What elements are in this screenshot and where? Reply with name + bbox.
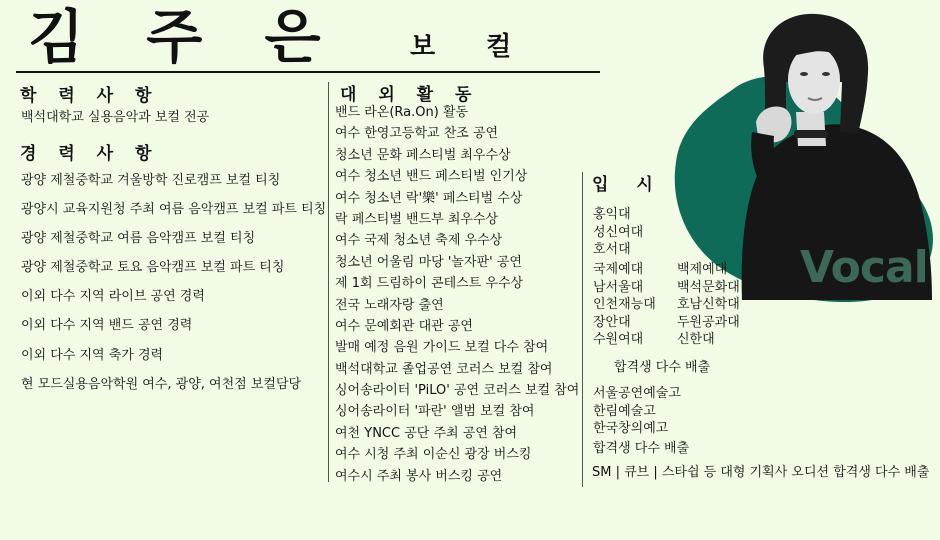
list-item: 발매 예정 음원 가이드 보컬 다수 참여 xyxy=(335,340,549,356)
list-item: 백석대학교 실용음악과 보컬 전공 xyxy=(21,110,210,125)
list-item: 이외 다수 지역 라이브 공연 경력 xyxy=(21,289,205,305)
list-item: 광양 제철중학교 여름 음악캠프 보컬 티칭 xyxy=(21,231,256,247)
list-item: 광양시 교육지원청 주최 여름 음악캠프 보컬 파트 티칭 xyxy=(21,202,327,218)
list-item: 성신여대 xyxy=(593,224,644,240)
activities-list xyxy=(335,104,579,489)
list-item: 여수 청소년 밴드 페스티벌 인기상 xyxy=(335,169,528,185)
list-item: 한국창의예고 xyxy=(593,421,669,437)
vocal-wordmark: Vocal xyxy=(800,242,928,293)
column-divider xyxy=(328,82,329,482)
list-item: 한림예술고 xyxy=(593,403,656,419)
list-item: 여수 한영고등학교 찬조 공연 xyxy=(335,126,499,142)
list-item: 광양 제철중학교 토요 음악캠프 보컬 파트 티칭 xyxy=(21,260,285,276)
activities-heading: 대 외 활 동 xyxy=(340,85,480,105)
list-item: 여수 문예회관 대관 공연 xyxy=(335,318,473,334)
list-item: 신한대 xyxy=(677,332,715,347)
education-heading: 학 력 사 항 xyxy=(20,86,160,106)
list-item: 이외 다수 지역 축가 경력 xyxy=(21,347,164,363)
university-grid xyxy=(593,261,757,349)
list-item: 여수시 주최 봉사 버스킹 공연 xyxy=(335,468,503,484)
header-divider xyxy=(16,71,600,73)
list-item: 이외 다수 지역 밴드 공연 경력 xyxy=(21,318,193,334)
list-item: 여수 청소년 락'樂' 페스티벌 수상 xyxy=(335,190,523,206)
list-item: 여수 시청 주최 이순신 광장 버스킹 xyxy=(335,447,532,463)
role-title: 보 컬 xyxy=(410,32,512,62)
list-item: 전국 노래자랑 출연 xyxy=(335,297,444,313)
list-item: 호서대 xyxy=(593,242,631,258)
list-item: 싱어송라이터 '파란' 앨범 보컬 참여 xyxy=(335,404,535,420)
list-item: 장안대 xyxy=(593,314,631,330)
list-item: 국제예대 xyxy=(593,262,644,277)
list-item: 싱어송라이터 'PiLO' 공연 코러스 보컬 참여 xyxy=(335,383,580,399)
list-item: 청소년 어울림 마당 '놀자판' 공연 xyxy=(335,254,522,270)
list-item: 홍익대 xyxy=(593,207,631,222)
list-item: 백제예대 xyxy=(677,262,728,277)
column-divider xyxy=(582,172,583,487)
list-item: 두원공과대 xyxy=(677,314,740,330)
list-item: 현 모드실용음악학원 여수, 광양, 여천점 보컬담당 xyxy=(21,376,302,392)
list-item: 청소년 문화 페스티벌 최우수상 xyxy=(335,147,511,163)
list-item: 여천 YNCC 공단 주최 공연 참여 xyxy=(335,425,518,441)
education-list xyxy=(21,109,209,138)
list-item: 남서울대 xyxy=(593,279,644,295)
list-item: 호남신학대 xyxy=(677,297,740,312)
career-list xyxy=(21,172,326,405)
career-heading: 경 력 사 항 xyxy=(20,144,160,164)
person-name: 김 주 은 xyxy=(28,3,325,71)
list-item: 여수 국제 청소년 축제 우수상 xyxy=(335,233,503,249)
high-school-list xyxy=(593,385,681,438)
list-item: 광양 제철중학교 겨울방학 진로캠프 보컬 티칭 xyxy=(21,173,281,188)
high-school-note: 합격생 다수 배출 xyxy=(593,441,690,456)
list-item: 백석문화대 xyxy=(677,279,740,295)
list-item: 인천재능대 xyxy=(593,297,656,312)
list-item: 제 1회 드림하이 콘테스트 우수상 xyxy=(335,276,524,292)
admissions-heading: 입 시 xyxy=(592,175,653,195)
university-list xyxy=(593,206,643,259)
agency-note: SM | 큐브 | 스타쉽 등 대형 기획사 오디션 합격생 다수 배출 xyxy=(592,465,930,480)
list-item: 백석대학교 졸업공연 코러스 보컬 참여 xyxy=(335,361,553,377)
list-item: 수원여대 xyxy=(593,332,644,347)
list-item: 서울공연예술고 xyxy=(593,386,681,401)
university-note: 합격생 다수 배출 xyxy=(614,360,711,375)
list-item: 락 페스티벌 밴드부 최우수상 xyxy=(335,211,499,227)
list-item: 밴드 라온(Ra.On) 활동 xyxy=(335,105,469,120)
